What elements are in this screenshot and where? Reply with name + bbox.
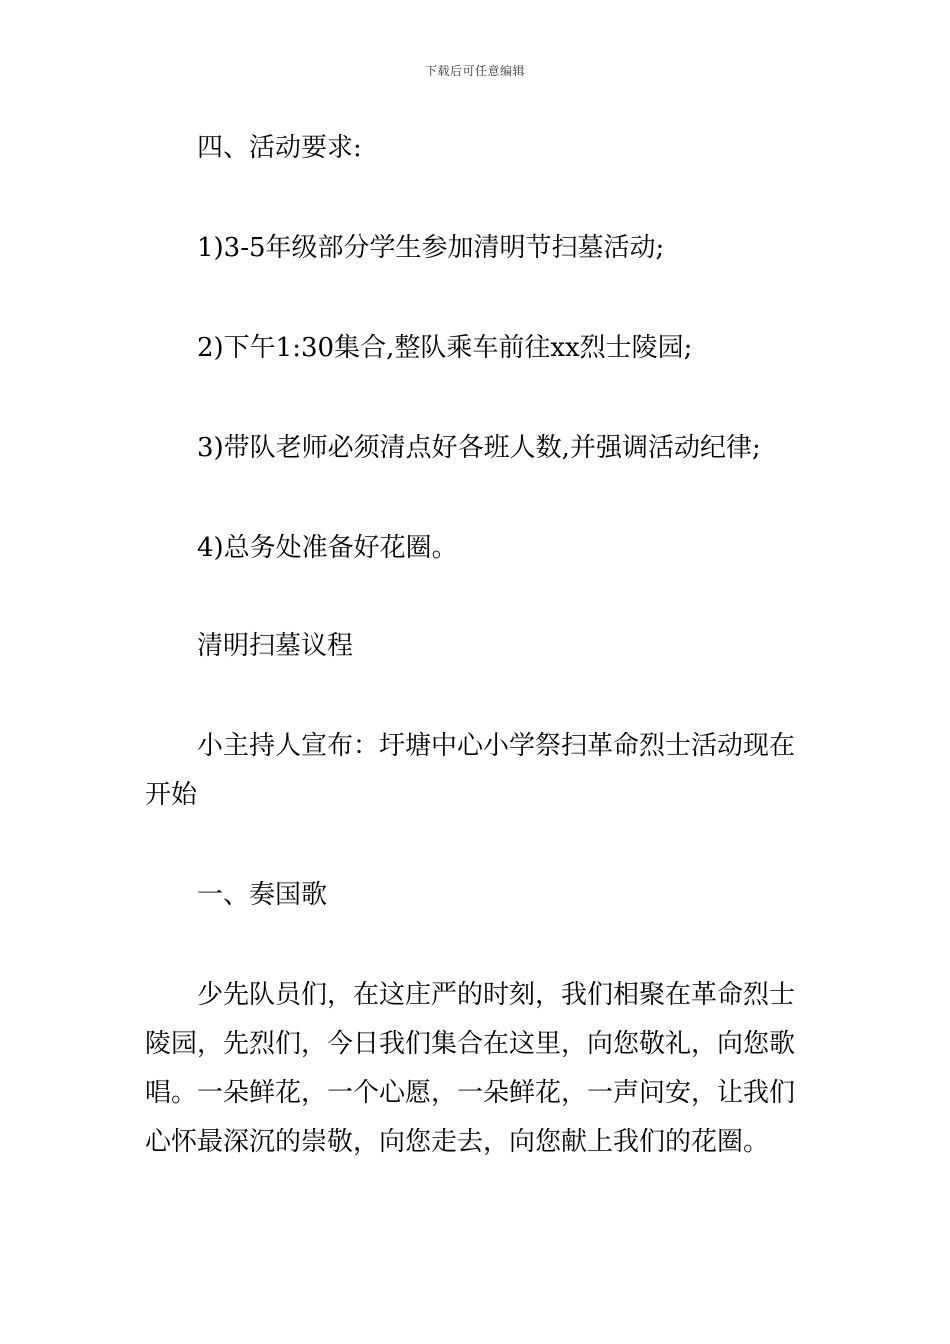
requirement-item-1: 1)3-5年级部分学生参加清明节扫墓活动; <box>197 233 665 263</box>
requirement-item-4: 4)总务处准备好花圈。 <box>197 533 458 563</box>
requirement-item-3: 3)带队老师必须清点好各班人数,并强调活动纪律; <box>197 433 761 463</box>
agenda-item-anthem: 一、奏国歌 <box>197 880 328 910</box>
section-heading-requirements: 四、活动要求: <box>197 133 362 163</box>
host-announcement: 小主持人宣布：圩塘中心小学祭扫革命烈士活动现在开始 <box>145 731 796 810</box>
section-heading-agenda: 清明扫墓议程 <box>197 631 354 661</box>
page-header-note: 下载后可任意编辑 <box>424 64 525 78</box>
tribute-paragraph: 少先队员们，在这庄严的时刻，我们相聚在革命烈士陵园，先烈们，今日我们集合在这里，向您敬礼，向您歌唱。一朵鲜花，一个心愿，一朵鲜花，一声问安，让我们心怀最深沉的崇敬，向您走去，向您献上我们的花圈。 <box>145 980 796 1157</box>
requirement-item-2: 2)下午1:30集合,整队乘车前往xx烈士陵园; <box>197 333 693 363</box>
